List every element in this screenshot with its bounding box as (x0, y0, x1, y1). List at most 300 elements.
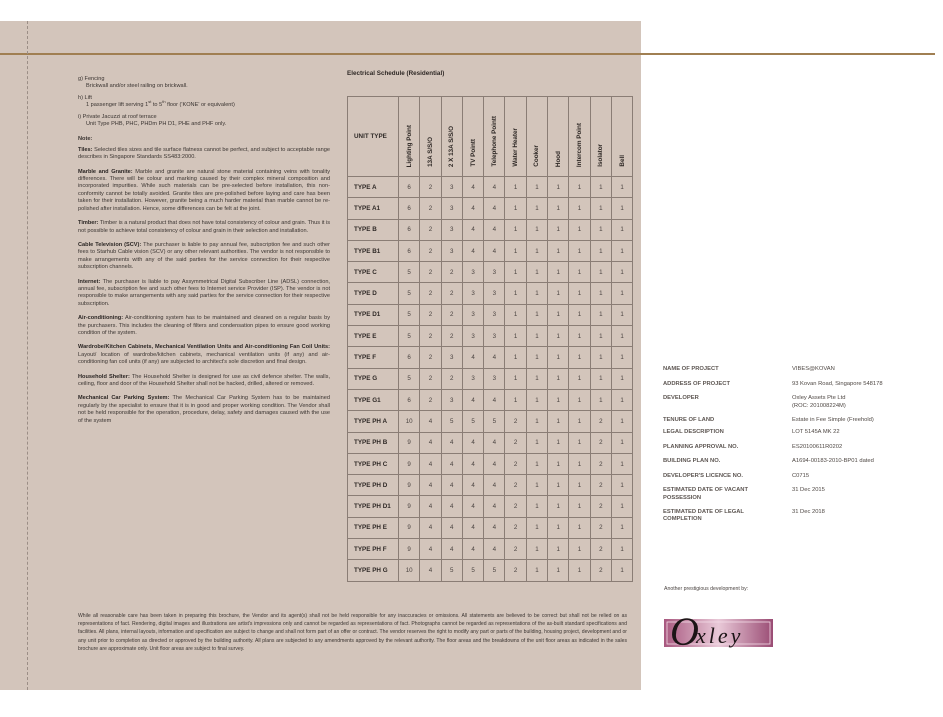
value-cell: 4 (484, 517, 505, 538)
value-cell: 1 (526, 389, 547, 410)
value-cell: 3 (462, 304, 483, 325)
column-header-label: Cooker (533, 145, 541, 167)
value-cell: 1 (505, 262, 526, 283)
info-value: Oxley Assets Pte Ltd (ROC: 201008224M) (792, 395, 846, 409)
unit-type-cell: TYPE PH D (348, 475, 399, 496)
value-cell: 2 (420, 177, 441, 198)
value-cell: 1 (548, 475, 569, 496)
value-cell: 4 (484, 240, 505, 261)
note-text: Marble and granite are natural stone material containing veins with tonality differences. There will be colour and marking caused by their complex mineral composition and incorporated impurities. While such materials can be pre-selected before installation, this non-conformity cannot be totally avoided. Granite tiles are pre-polished before laying and care has been taken for their installation. However, granite being a much harder material than marble cannot be re-polished after installation. Hence, some differences can be felt at the joint. (78, 168, 330, 212)
value-cell: 6 (399, 177, 420, 198)
column-header (611, 97, 632, 177)
value-cell: 2 (420, 389, 441, 410)
value-cell: 1 (569, 347, 590, 368)
header-rule (0, 53, 935, 55)
value-cell: 3 (441, 177, 462, 198)
value-cell: 1 (611, 326, 632, 347)
info-label: TENURE OF LAND (663, 417, 715, 424)
unit-type-cell: TYPE A1 (348, 198, 399, 219)
value-cell: 6 (399, 198, 420, 219)
value-cell: 9 (399, 432, 420, 453)
value-cell: 4 (462, 517, 483, 538)
info-row (663, 395, 933, 410)
column-header (420, 97, 441, 177)
value-cell: 1 (526, 432, 547, 453)
value-cell: 4 (484, 432, 505, 453)
value-cell: 1 (526, 262, 547, 283)
value-cell: 1 (569, 560, 590, 581)
value-cell: 1 (526, 304, 547, 325)
value-cell: 5 (441, 411, 462, 432)
value-cell: 1 (611, 198, 632, 219)
value-cell: 1 (611, 517, 632, 538)
value-cell: 2 (420, 326, 441, 347)
spec-lift: h) Lift 1 passenger lift serving 1st to 5th floor ('KONE' or equivalent) (78, 94, 235, 109)
value-cell: 2 (505, 539, 526, 560)
prestige-caption: Another prestigious development by: (664, 586, 749, 592)
value-cell: 1 (526, 475, 547, 496)
value-cell: 1 (569, 411, 590, 432)
value-cell: 4 (484, 475, 505, 496)
value-cell: 1 (505, 240, 526, 261)
note-text: Timber is a natural product that does not have total consistency of colour and grain. Thus it is not possible to achieve total consistency of colour and grain in their selection and installation. (78, 220, 330, 234)
unit-type-cell: TYPE PH B (348, 432, 399, 453)
electrical-schedule-title: Electrical Schedule (Residential) (347, 70, 445, 77)
value-cell: 1 (611, 368, 632, 389)
electrical-schedule-table (347, 96, 633, 582)
value-cell: 10 (399, 560, 420, 581)
value-cell: 1 (505, 219, 526, 240)
info-row (663, 509, 933, 524)
value-cell: 9 (399, 539, 420, 560)
unit-type-cell: TYPE G (348, 368, 399, 389)
column-header-label: Telephone Pointt (490, 116, 498, 167)
value-cell: 2 (590, 453, 611, 474)
value-cell: 1 (548, 453, 569, 474)
value-cell: 1 (526, 539, 547, 560)
value-cell: 3 (462, 262, 483, 283)
value-cell: 2 (505, 453, 526, 474)
value-cell: 1 (526, 177, 547, 198)
value-cell: 4 (420, 517, 441, 538)
value-cell: 2 (505, 411, 526, 432)
info-row (663, 381, 933, 389)
value-cell: 4 (420, 453, 441, 474)
value-cell: 1 (590, 262, 611, 283)
value-cell: 2 (420, 240, 441, 261)
value-cell: 4 (462, 177, 483, 198)
value-cell: 5 (399, 368, 420, 389)
note-paragraph (78, 395, 330, 425)
unit-type-cell: TYPE E (348, 326, 399, 347)
value-cell: 1 (526, 411, 547, 432)
value-cell: 4 (484, 389, 505, 410)
info-value: C0715 (792, 472, 810, 479)
note-heading: Internet: (78, 278, 101, 285)
value-cell: 1 (548, 368, 569, 389)
value-cell: 1 (505, 304, 526, 325)
column-header (505, 97, 526, 177)
note-paragraph (78, 242, 330, 272)
table-row (348, 475, 633, 496)
column-header-label: Hood (554, 150, 562, 167)
value-cell: 1 (590, 219, 611, 240)
spec-fencing: g) Fencing Brickwall and/or steel railing on brickwall. (78, 76, 188, 90)
value-cell: 2 (590, 475, 611, 496)
table-header-row (348, 97, 633, 177)
note-heading: Tiles: (78, 146, 93, 153)
table-row (348, 219, 633, 240)
value-cell: 4 (420, 411, 441, 432)
fold-guide-line (27, 21, 28, 690)
value-cell: 4 (462, 219, 483, 240)
value-cell: 4 (462, 240, 483, 261)
value-cell: 1 (526, 517, 547, 538)
value-cell: 1 (548, 432, 569, 453)
value-cell: 4 (441, 539, 462, 560)
info-label: ESTIMATED DATE OF VACANT POSSESSION (663, 487, 749, 501)
value-cell: 1 (548, 389, 569, 410)
value-cell: 1 (548, 219, 569, 240)
svg-text:xley: xley (696, 623, 744, 648)
value-cell: 4 (441, 517, 462, 538)
unit-type-header: UNIT TYPE (348, 97, 399, 177)
note-paragraph (78, 279, 330, 309)
value-cell: 5 (462, 560, 483, 581)
info-row (663, 444, 933, 452)
value-cell: 5 (399, 283, 420, 304)
value-cell: 4 (462, 496, 483, 517)
note-paragraph (78, 220, 330, 235)
value-cell: 2 (441, 326, 462, 347)
value-cell: 1 (526, 198, 547, 219)
note-text: The purchaser is liable to pay Assymmetrical Digital Subscriber Line (ADSL) connection, annual fee, subscription fee and such other fees to Internet service Provider (ISP). The vendor is not responsible to make arrangements with any said parties for the service connection for their respective subscription. (78, 278, 330, 307)
note-text: The Mechanical Car Parking System has to be maintained regularly by the specialist to ensure that it is in good and proper working condition. The Vendor shall not be held responsible for the operation, procedure, delay, safety and damages caused with the use of the system (78, 395, 330, 424)
value-cell: 1 (505, 389, 526, 410)
value-cell: 1 (569, 177, 590, 198)
column-header (462, 97, 483, 177)
unit-type-cell: TYPE PH G (348, 560, 399, 581)
column-header (441, 97, 462, 177)
value-cell: 1 (590, 240, 611, 261)
value-cell: 5 (399, 262, 420, 283)
value-cell: 6 (399, 219, 420, 240)
table-row (348, 198, 633, 219)
value-cell: 4 (462, 347, 483, 368)
value-cell: 4 (462, 198, 483, 219)
value-cell: 4 (484, 177, 505, 198)
info-label: ADDRESS OF PROJECT (663, 380, 730, 387)
unit-type-cell: TYPE C (348, 262, 399, 283)
value-cell: 2 (420, 283, 441, 304)
value-cell: 3 (441, 219, 462, 240)
oxley-logo (664, 605, 773, 653)
table-row (348, 304, 633, 325)
value-cell: 4 (441, 432, 462, 453)
value-cell: 4 (420, 560, 441, 581)
table-row (348, 262, 633, 283)
info-value: A1694-00183-2010-BP01 dated (792, 458, 874, 465)
value-cell: 4 (420, 496, 441, 517)
value-cell: 1 (526, 560, 547, 581)
value-cell: 1 (569, 240, 590, 261)
column-header (548, 97, 569, 177)
value-cell: 2 (590, 496, 611, 517)
unit-type-cell: TYPE PH A (348, 411, 399, 432)
value-cell: 3 (462, 368, 483, 389)
value-cell: 4 (484, 453, 505, 474)
column-header (399, 97, 420, 177)
info-label: PLANNING APPROVAL NO. (663, 443, 739, 450)
value-cell: 4 (420, 539, 441, 560)
value-cell: 4 (420, 475, 441, 496)
value-cell: 4 (441, 496, 462, 517)
value-cell: 1 (505, 177, 526, 198)
value-cell: 1 (569, 475, 590, 496)
value-cell: 3 (484, 283, 505, 304)
note-text: Layout/ location of wardrobe/kitchen cabinets, mechanical ventilation units (if any) and air-conditioning fan coil units (if any) are subjected to architect's sole discretion and final design. (78, 351, 330, 366)
value-cell: 1 (611, 539, 632, 560)
table-row (348, 560, 633, 581)
table-row (348, 283, 633, 304)
table-row (348, 539, 633, 560)
info-value: LOT 5145A MK 22 (792, 428, 840, 435)
disclaimer: While all reasonable care has been taken in preparing this brochure, the Vendor and its agent(s) shall not be held responsible for any inaccuracies or omissions. All statements are believed to be correct but shall not be relied on as representations of fact. Rendering, digital images and illustrations are artist's impressions only and cannot be regarded as representations of fact. Photographs cannot be regarded as representations of the as-built standard specifications and facilities. All plans, internal layouts, information and specification are subject to change and shall not form part of an offer or contract. The vendor reserves the right to modify any part or parts of the building, housing project, development and or any unit prior to completion as directed or approved by the building authority. All plans are subjected to any amendments approved by the relevant authority. The floor areas and the breakdowns of the unit floor areas as indicated in the sales brochure are approximate only. Unit floor areas are subject to final survey. (78, 613, 627, 652)
value-cell: 9 (399, 517, 420, 538)
value-cell: 2 (505, 496, 526, 517)
value-cell: 1 (526, 219, 547, 240)
note-paragraph (78, 315, 330, 337)
value-cell: 1 (569, 389, 590, 410)
column-header-label: 2 X 13A S/S/O (448, 125, 456, 167)
value-cell: 6 (399, 347, 420, 368)
value-cell: 5 (399, 304, 420, 325)
unit-type-cell: TYPE G1 (348, 389, 399, 410)
value-cell: 1 (611, 496, 632, 517)
value-cell: 4 (484, 219, 505, 240)
info-label: ESTIMATED DATE OF LEGAL COMPLETION (663, 508, 744, 523)
value-cell: 3 (484, 368, 505, 389)
value-cell: 1 (569, 304, 590, 325)
value-cell: 2 (590, 432, 611, 453)
note-heading: Marble and Granite: (78, 168, 133, 175)
value-cell: 1 (611, 177, 632, 198)
table-row (348, 368, 633, 389)
value-cell: 1 (611, 347, 632, 368)
value-cell: 2 (441, 368, 462, 389)
value-cell: 4 (484, 198, 505, 219)
table-row (348, 411, 633, 432)
unit-type-cell: TYPE PH C (348, 453, 399, 474)
note-paragraph (78, 169, 330, 213)
value-cell: 1 (569, 219, 590, 240)
value-cell: 2 (441, 283, 462, 304)
value-cell: 3 (441, 347, 462, 368)
value-cell: 5 (462, 411, 483, 432)
value-cell: 1 (611, 432, 632, 453)
value-cell: 1 (505, 198, 526, 219)
value-cell: 1 (548, 304, 569, 325)
info-row (663, 417, 933, 425)
value-cell: 1 (548, 240, 569, 261)
value-cell: 1 (569, 517, 590, 538)
value-cell: 2 (420, 304, 441, 325)
value-cell: 1 (505, 283, 526, 304)
note-text: Air-conditioning system has to be maintained and cleaned on a regular basis by the purchasers. This includes the cleaning of filters and condensation pipes to ensure good working condition of the system. (78, 315, 330, 336)
column-header-label: Lighting Point (405, 124, 413, 167)
unit-type-cell: TYPE D1 (348, 304, 399, 325)
value-cell: 1 (548, 283, 569, 304)
value-cell: 1 (569, 283, 590, 304)
value-cell: 4 (462, 453, 483, 474)
note-text: Selected tiles sizes and tile surface flatness cannot be perfect, and subject to acceptable range describes in Singapore Standards SS483:2000. (78, 146, 330, 161)
value-cell: 3 (441, 389, 462, 410)
value-cell: 1 (611, 283, 632, 304)
info-value: 93 Kovan Road, Singapore 548178 (792, 380, 883, 387)
value-cell: 1 (569, 539, 590, 560)
column-header-label: TV Pointt (469, 139, 477, 167)
value-cell: 1 (548, 496, 569, 517)
value-cell: 4 (441, 453, 462, 474)
value-cell: 2 (590, 411, 611, 432)
value-cell: 1 (590, 198, 611, 219)
column-header (569, 97, 590, 177)
value-cell: 5 (441, 560, 462, 581)
info-value: VIBES@KOVAN (792, 366, 835, 372)
unit-type-cell: TYPE F (348, 347, 399, 368)
value-cell: 4 (420, 432, 441, 453)
value-cell: 3 (462, 283, 483, 304)
value-cell: 1 (526, 368, 547, 389)
column-header-label: Intercom Point (576, 122, 584, 167)
value-cell: 1 (505, 347, 526, 368)
note-text: The Household Shelter is designed for use as civil defence shelter. The walls, ceiling, floor and door of the Household Shelter shall not be hacked, drilled, altered or removed. (78, 373, 331, 387)
value-cell: 1 (548, 347, 569, 368)
value-cell: 2 (505, 517, 526, 538)
value-cell: 3 (441, 240, 462, 261)
value-cell: 4 (484, 496, 505, 517)
unit-type-cell: TYPE B1 (348, 240, 399, 261)
value-cell: 1 (590, 177, 611, 198)
value-cell: 1 (526, 496, 547, 517)
value-cell: 1 (569, 496, 590, 517)
table-row (348, 240, 633, 261)
info-label: DEVELOPER (663, 395, 699, 402)
value-cell: 1 (548, 198, 569, 219)
value-cell: 1 (526, 347, 547, 368)
value-cell: 5 (484, 411, 505, 432)
info-label: LEGAL DESCRIPTION (663, 428, 724, 435)
value-cell: 1 (548, 539, 569, 560)
value-cell: 1 (569, 326, 590, 347)
value-cell: 3 (441, 198, 462, 219)
value-cell: 1 (526, 453, 547, 474)
note-heading: Cable Television (SCV): (78, 241, 142, 248)
unit-type-cell: TYPE PH E (348, 517, 399, 538)
unit-type-cell: TYPE D (348, 283, 399, 304)
table-row (348, 326, 633, 347)
table-row (348, 389, 633, 410)
value-cell: 2 (505, 475, 526, 496)
value-cell: 1 (569, 198, 590, 219)
value-cell: 1 (590, 283, 611, 304)
value-cell: 2 (420, 219, 441, 240)
column-header (526, 97, 547, 177)
value-cell: 1 (611, 304, 632, 325)
column-header (484, 97, 505, 177)
unit-type-cell: TYPE B (348, 219, 399, 240)
info-value: 31 Dec 2015 (792, 487, 825, 494)
value-cell: 1 (548, 262, 569, 283)
value-cell: 1 (569, 453, 590, 474)
value-cell: 1 (569, 262, 590, 283)
value-cell: 3 (484, 304, 505, 325)
value-cell: 9 (399, 453, 420, 474)
value-cell: 1 (505, 368, 526, 389)
info-row (663, 458, 933, 466)
unit-type-cell: TYPE A (348, 177, 399, 198)
value-cell: 1 (569, 432, 590, 453)
table-row (348, 347, 633, 368)
value-cell: 1 (548, 411, 569, 432)
value-cell: 6 (399, 240, 420, 261)
value-cell: 1 (526, 326, 547, 347)
value-cell: 1 (590, 326, 611, 347)
value-cell: 4 (484, 539, 505, 560)
value-cell: 1 (611, 475, 632, 496)
table-row (348, 496, 633, 517)
note-text: The purchaser is liable to pay annual fee, subscription fee and such other fees to Starhub Cable vision (SCV) or any other relevant authorities. The vendor is not responsible to make arrangements with any of the said parties for the service connection for their respective subscription channels. (78, 241, 330, 271)
table-row (348, 432, 633, 453)
value-cell: 1 (505, 326, 526, 347)
value-cell: 1 (611, 411, 632, 432)
value-cell: 1 (548, 517, 569, 538)
column-header (590, 97, 611, 177)
value-cell: 1 (590, 304, 611, 325)
value-cell: 10 (399, 411, 420, 432)
value-cell: 1 (548, 560, 569, 581)
value-cell: 3 (484, 326, 505, 347)
table-row (348, 177, 633, 198)
value-cell: 1 (611, 219, 632, 240)
value-cell: 1 (611, 262, 632, 283)
info-row (663, 366, 933, 374)
note-paragraph (78, 374, 330, 389)
value-cell: 4 (462, 475, 483, 496)
value-cell: 9 (399, 475, 420, 496)
info-label: NAME OF PROJECT (663, 366, 719, 372)
info-row (663, 487, 933, 502)
value-cell: 2 (441, 304, 462, 325)
project-info (663, 366, 933, 524)
value-cell: 1 (548, 326, 569, 347)
info-row (663, 473, 933, 481)
value-cell: 2 (590, 560, 611, 581)
info-value: Estate in Fee Simple (Freehold) (792, 417, 874, 424)
info-label: BUILDING PLAN NO. (663, 458, 721, 465)
value-cell: 1 (526, 240, 547, 261)
note-heading: Household Shelter: (78, 373, 130, 380)
value-cell: 2 (420, 347, 441, 368)
value-cell: 1 (611, 389, 632, 410)
note-heading: Air-conditioning: (78, 315, 124, 322)
value-cell: 1 (611, 560, 632, 581)
svg-text:O: O (670, 609, 699, 653)
value-cell: 1 (526, 283, 547, 304)
table-row (348, 517, 633, 538)
value-cell: 1 (548, 177, 569, 198)
value-cell: 2 (505, 560, 526, 581)
